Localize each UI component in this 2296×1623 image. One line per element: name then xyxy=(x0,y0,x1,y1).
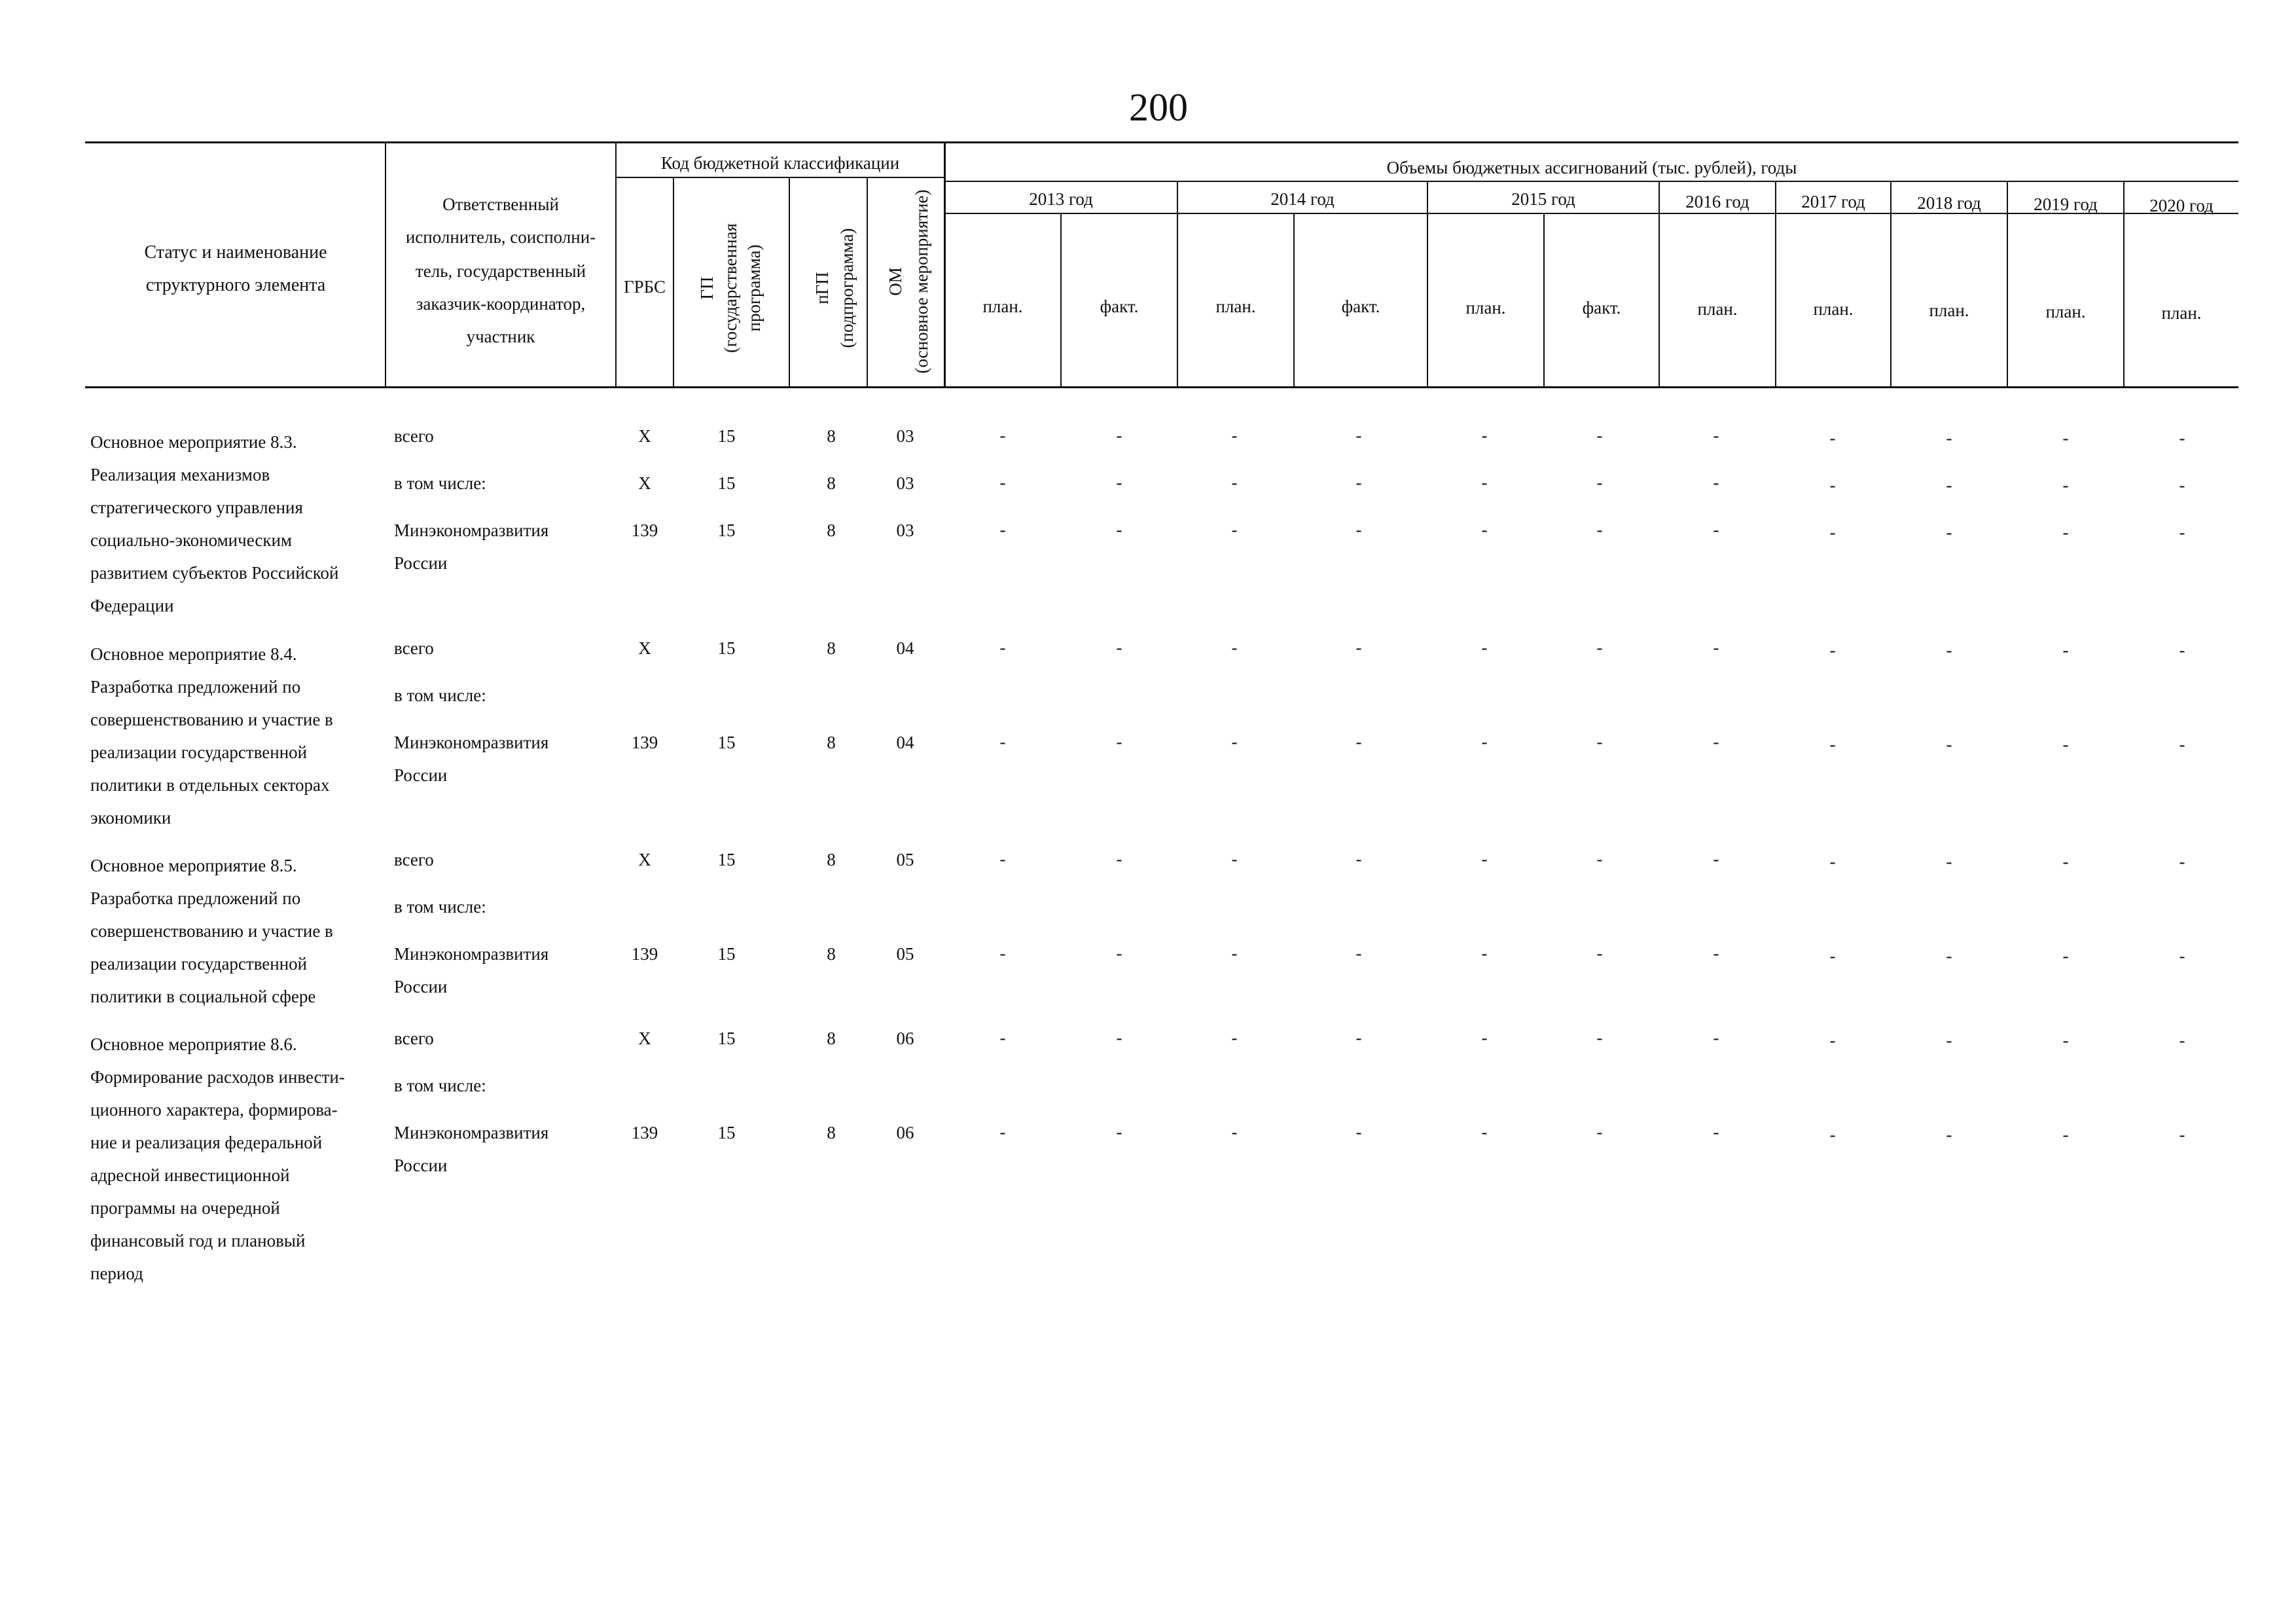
value-cell: - xyxy=(1116,426,1122,445)
value-cell: - xyxy=(1713,426,1719,445)
value-cell: - xyxy=(1946,1125,1952,1144)
value-cell: - xyxy=(999,1122,1006,1142)
value-cell: - xyxy=(1829,1030,1836,1050)
value-cell: - xyxy=(2179,475,2185,495)
block-name-line: адресной инвестиционной xyxy=(90,1165,290,1185)
grbs-cell: 139 xyxy=(631,944,658,964)
value-cell: - xyxy=(1829,1125,1836,1144)
value-cell: - xyxy=(1946,852,1952,871)
value-cell: - xyxy=(2179,852,2185,871)
value-cell: - xyxy=(1713,849,1719,869)
value-cell: - xyxy=(1481,943,1488,963)
block-name-line: политики в отдельных секторах xyxy=(90,775,330,795)
value-cell: - xyxy=(1355,426,1362,445)
om-cell: 04 xyxy=(896,733,914,752)
value-cell: - xyxy=(999,520,1006,539)
value-cell: - xyxy=(999,732,1006,752)
header-gp-line-3: программа) xyxy=(744,244,764,332)
value-cell: - xyxy=(1116,638,1122,657)
gp-cell: 15 xyxy=(717,944,736,964)
gp-cell: 15 xyxy=(717,520,736,540)
value-cell: - xyxy=(1829,852,1836,871)
col-divider xyxy=(385,141,386,388)
value-cell: - xyxy=(1481,520,1488,539)
value-cell: - xyxy=(1829,475,1836,495)
value-cell: - xyxy=(1231,1122,1238,1142)
grbs-cell: X xyxy=(638,1029,651,1048)
responsible-cell: всего xyxy=(394,1029,434,1048)
value-cell: - xyxy=(1946,735,1952,754)
value-cell: - xyxy=(1481,849,1488,869)
sub-2018-plan: план. xyxy=(1929,301,1969,320)
col-divider xyxy=(673,177,674,388)
value-cell: - xyxy=(2062,735,2069,754)
header-resp-line-3: тель, государственный xyxy=(415,261,586,281)
value-cell: - xyxy=(1481,473,1488,492)
value-cell: - xyxy=(1596,943,1603,963)
header-status-line-1: Статус и наименование xyxy=(144,242,327,263)
block-name-line: развитием субъектов Российской xyxy=(90,563,339,583)
value-cell: - xyxy=(1713,638,1719,657)
value-cell: - xyxy=(1481,638,1488,657)
volumes-group-rule xyxy=(944,181,2238,182)
om-cell: 05 xyxy=(896,850,914,869)
value-cell: - xyxy=(2062,1125,2069,1144)
value-cell: - xyxy=(1596,473,1603,492)
block-name-line: период xyxy=(90,1264,143,1283)
grbs-cell: X xyxy=(638,473,651,493)
sub-2020-plan: план. xyxy=(2161,303,2202,323)
responsible-cell: Минэкономразвития xyxy=(394,944,549,964)
value-cell: - xyxy=(1946,428,1952,448)
value-cell: - xyxy=(1116,732,1122,752)
block-name-line: реализации государственной xyxy=(90,954,308,974)
value-cell: - xyxy=(1231,473,1238,492)
om-cell: 06 xyxy=(896,1029,914,1048)
block-name-line: стратегического управления xyxy=(90,498,303,517)
pgp-cell: 8 xyxy=(827,473,836,493)
value-cell: - xyxy=(2062,946,2069,966)
value-cell: - xyxy=(1829,946,1836,966)
responsible-cell: всего xyxy=(394,850,434,869)
value-cell: - xyxy=(2062,475,2069,495)
value-cell: - xyxy=(999,426,1006,445)
responsible-cell: в том числе: xyxy=(394,1076,486,1095)
gp-cell: 15 xyxy=(717,473,736,493)
gp-cell: 15 xyxy=(717,733,736,752)
responsible-cell: Минэкономразвития xyxy=(394,520,549,540)
block-name-line: Реализация механизмов xyxy=(90,465,270,484)
om-cell: 03 xyxy=(896,520,914,540)
responsible-cell-cont: России xyxy=(394,765,448,785)
value-cell: - xyxy=(1596,426,1603,445)
value-cell: - xyxy=(2179,735,2185,754)
pgp-cell: 8 xyxy=(827,1029,836,1048)
block-name-line: ние и реализация федеральной xyxy=(90,1133,323,1152)
block-name-line: совершенствованию и участие в xyxy=(90,710,333,729)
value-cell: - xyxy=(1713,732,1719,752)
om-cell: 03 xyxy=(896,426,914,446)
pgp-cell: 8 xyxy=(827,944,836,964)
value-cell: - xyxy=(2062,640,2069,660)
responsible-cell: всего xyxy=(394,426,434,446)
year-2013: 2013 год xyxy=(1029,189,1093,209)
year-2018: 2018 год xyxy=(1917,193,1981,213)
value-cell: - xyxy=(999,849,1006,869)
header-top-rule xyxy=(85,141,2238,143)
responsible-cell: в том числе: xyxy=(394,897,486,917)
responsible-cell: всего xyxy=(394,638,434,658)
value-cell: - xyxy=(1116,849,1122,869)
responsible-cell-cont: России xyxy=(394,1156,448,1175)
value-cell: - xyxy=(1116,1122,1122,1142)
kbk-group-rule xyxy=(615,177,944,178)
block-name-line: совершенствованию и участие в xyxy=(90,921,333,941)
value-cell: - xyxy=(2062,522,2069,542)
sub-2015-fact: факт. xyxy=(1582,298,1621,318)
value-cell: - xyxy=(999,943,1006,963)
sub-2014-plan: план. xyxy=(1215,297,1256,316)
value-cell: - xyxy=(2179,522,2185,542)
pgp-cell: 8 xyxy=(827,426,836,446)
sub-2017-plan: план. xyxy=(1813,299,1854,319)
gp-cell: 15 xyxy=(717,426,736,446)
om-cell: 05 xyxy=(896,944,914,964)
header-om-line-2: (основное мероприятие) xyxy=(912,189,931,374)
block-name-line: Формирование расходов инвести- xyxy=(90,1067,345,1087)
value-cell: - xyxy=(1713,520,1719,539)
value-cell: - xyxy=(1231,520,1238,539)
year-2017: 2017 год xyxy=(1801,192,1865,211)
block-name-line: Разработка предложений по xyxy=(90,888,301,908)
value-cell: - xyxy=(1713,1122,1719,1142)
value-cell: - xyxy=(1713,473,1719,492)
header-pgp-line-2: (подпрограмма) xyxy=(837,228,857,348)
header-resp-line-4: заказчик-координатор, xyxy=(416,294,586,314)
block-name-line: Основное мероприятие 8.4. xyxy=(90,644,297,664)
responsible-cell-cont: России xyxy=(394,977,448,996)
value-cell: - xyxy=(1355,849,1362,869)
value-cell: - xyxy=(999,638,1006,657)
value-cell: - xyxy=(1231,1028,1238,1048)
grbs-cell: 139 xyxy=(631,520,658,540)
grbs-cell: 139 xyxy=(631,1123,658,1142)
value-cell: - xyxy=(999,473,1006,492)
value-cell: - xyxy=(2179,1030,2185,1050)
year-2019: 2019 год xyxy=(2034,194,2098,214)
grbs-cell: X xyxy=(638,426,651,446)
sub-2014-fact: факт. xyxy=(1341,297,1380,316)
value-cell: - xyxy=(1355,1122,1362,1142)
gp-cell: 15 xyxy=(717,1123,736,1142)
value-cell: - xyxy=(1713,1028,1719,1048)
sub-2013-fact: факт. xyxy=(1100,297,1139,316)
value-cell: - xyxy=(1355,732,1362,752)
responsible-cell: Минэкономразвития xyxy=(394,1123,549,1142)
block-name-line: реализации государственной xyxy=(90,742,308,762)
header-grbs: ГРБС xyxy=(624,277,666,297)
value-cell: - xyxy=(1481,732,1488,752)
value-cell: - xyxy=(1596,1122,1603,1142)
value-cell: - xyxy=(2179,946,2185,966)
value-cell: - xyxy=(999,1028,1006,1048)
value-cell: - xyxy=(1481,1122,1488,1142)
col-divider xyxy=(944,141,946,388)
header-gp-line-2: (государственная xyxy=(721,223,740,353)
value-cell: - xyxy=(1596,732,1603,752)
responsible-cell-cont: России xyxy=(394,553,448,573)
pgp-cell: 8 xyxy=(827,520,836,540)
value-cell: - xyxy=(2062,428,2069,448)
header-om-line-1: ОМ xyxy=(886,267,905,296)
year-2014: 2014 год xyxy=(1270,189,1335,209)
value-cell: - xyxy=(1829,640,1836,660)
block-name-line: Основное мероприятие 8.6. xyxy=(90,1034,297,1054)
pgp-cell: 8 xyxy=(827,638,836,658)
sub-2019-plan: план. xyxy=(2045,302,2086,321)
value-cell: - xyxy=(1355,943,1362,963)
pgp-cell: 8 xyxy=(827,733,836,752)
header-resp-line-2: исполнитель, соисполни- xyxy=(405,227,596,247)
header-pgp-line-1: пГП xyxy=(812,272,832,304)
block-name-line: экономики xyxy=(90,808,171,828)
value-cell: - xyxy=(1355,473,1362,492)
value-cell: - xyxy=(1355,520,1362,539)
gp-cell: 15 xyxy=(717,850,736,869)
om-cell: 04 xyxy=(896,638,914,658)
value-cell: - xyxy=(1355,638,1362,657)
header-gp-line-1: ГП xyxy=(697,276,717,300)
value-cell: - xyxy=(1355,1028,1362,1048)
value-cell: - xyxy=(1481,426,1488,445)
block-name-line: политики в социальной сфере xyxy=(90,987,316,1006)
sub-2015-plan: план. xyxy=(1465,298,1506,318)
pgp-cell: 8 xyxy=(827,1123,836,1142)
pgp-cell: 8 xyxy=(827,850,836,869)
year-2015: 2015 год xyxy=(1511,189,1575,209)
value-cell: - xyxy=(1116,943,1122,963)
block-name-line: программы на очередной xyxy=(90,1198,280,1218)
header-volumes-group: Объемы бюджетных ассигнований (тыс. рублей), годы xyxy=(1386,158,1797,177)
value-cell: - xyxy=(2062,852,2069,871)
col-divider xyxy=(1427,181,1428,388)
value-cell: - xyxy=(1481,1028,1488,1048)
col-divider xyxy=(1177,181,1178,388)
value-cell: - xyxy=(1829,735,1836,754)
value-cell: - xyxy=(1946,946,1952,966)
value-cell: - xyxy=(1116,473,1122,492)
gp-cell: 15 xyxy=(717,638,736,658)
col-divider xyxy=(789,177,790,388)
value-cell: - xyxy=(1231,638,1238,657)
responsible-cell: в том числе: xyxy=(394,685,486,705)
sub-2016-plan: план. xyxy=(1697,299,1738,319)
responsible-cell: в том числе: xyxy=(394,473,486,493)
value-cell: - xyxy=(1946,1030,1952,1050)
block-name-line: Федерации xyxy=(90,596,174,615)
value-cell: - xyxy=(1946,640,1952,660)
value-cell: - xyxy=(1596,849,1603,869)
year-2020: 2020 год xyxy=(2149,196,2214,215)
value-cell: - xyxy=(1231,849,1238,869)
value-cell: - xyxy=(2062,1030,2069,1050)
grbs-cell: X xyxy=(638,850,651,869)
value-cell: - xyxy=(2179,640,2185,660)
gp-cell: 15 xyxy=(717,1029,736,1048)
value-cell: - xyxy=(1596,520,1603,539)
grbs-cell: X xyxy=(638,638,651,658)
col-divider xyxy=(867,177,868,388)
block-name-line: финансовый год и плановый xyxy=(90,1231,306,1250)
value-cell: - xyxy=(1116,520,1122,539)
value-cell: - xyxy=(1829,428,1836,448)
value-cell: - xyxy=(1231,732,1238,752)
value-cell: - xyxy=(1231,943,1238,963)
block-name-line: Разработка предложений по xyxy=(90,677,301,697)
om-cell: 03 xyxy=(896,473,914,493)
header-status-line-2: структурного элемента xyxy=(145,275,326,295)
responsible-cell: Минэкономразвития xyxy=(394,733,549,752)
value-cell: - xyxy=(1596,1028,1603,1048)
value-cell: - xyxy=(1946,475,1952,495)
header-kbk-group: Код бюджетной классификации xyxy=(660,153,900,173)
block-name-line: ционного характера, формирова- xyxy=(90,1100,338,1120)
header-resp-line-1: Ответственный xyxy=(442,194,559,214)
year-2016: 2016 год xyxy=(1685,192,1749,211)
page-number: 200 xyxy=(1129,86,1188,129)
value-cell: - xyxy=(1946,522,1952,542)
block-name-line: Основное мероприятие 8.3. xyxy=(90,432,297,452)
grbs-cell: 139 xyxy=(631,733,658,752)
block-name-line: Основное мероприятие 8.5. xyxy=(90,856,297,875)
col-divider xyxy=(615,141,617,388)
block-name-line: социально-экономическим xyxy=(90,530,293,550)
value-cell: - xyxy=(1829,522,1836,542)
value-cell: - xyxy=(1713,943,1719,963)
value-cell: - xyxy=(1116,1028,1122,1048)
value-cell: - xyxy=(2179,428,2185,448)
sub-2013-plan: план. xyxy=(982,297,1023,316)
header-bottom-rule xyxy=(85,386,2238,388)
value-cell: - xyxy=(2179,1125,2185,1144)
header-resp-line-5: участник xyxy=(466,327,535,346)
value-cell: - xyxy=(1596,638,1603,657)
value-cell: - xyxy=(1231,426,1238,445)
om-cell: 06 xyxy=(896,1123,914,1142)
